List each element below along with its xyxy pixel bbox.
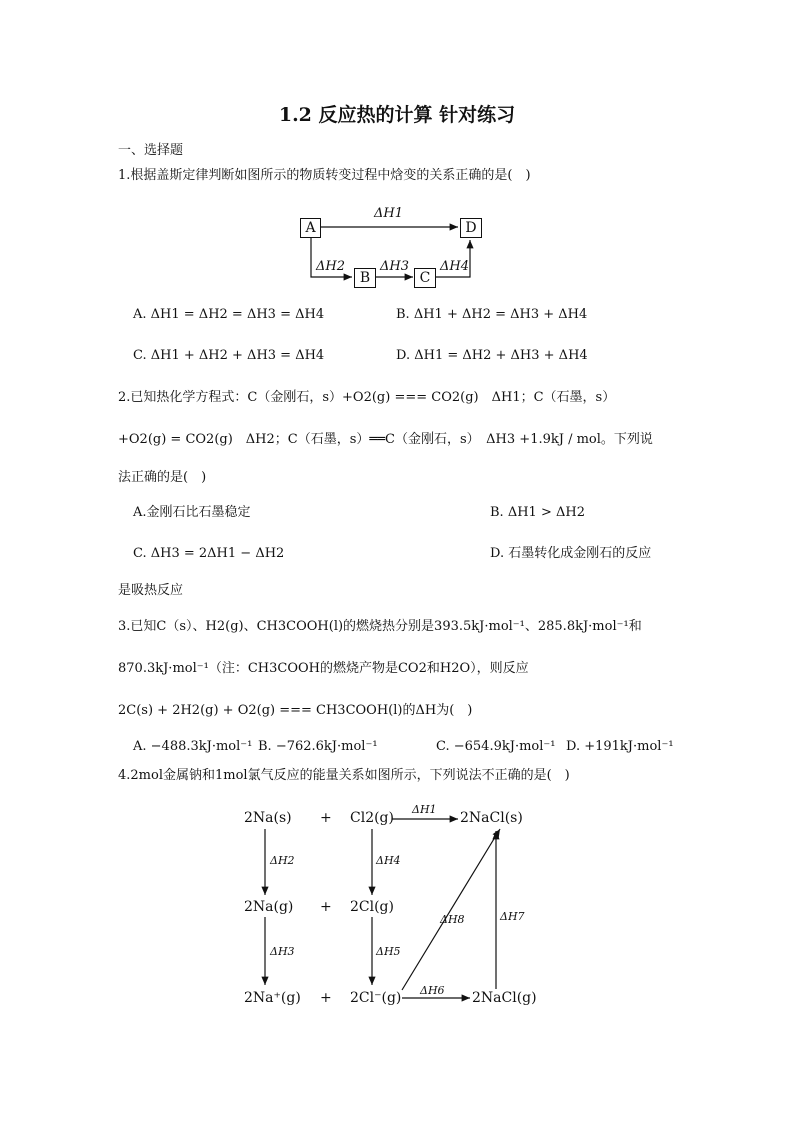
- species-2cl-g: 2Cl(g): [350, 899, 394, 915]
- q1-option-b[interactable]: B. ΔH1 + ΔH2 = ΔH3 + ΔH4: [396, 307, 588, 322]
- q2-option-c[interactable]: C. ΔH3 = 2ΔH1 − ΔH2: [133, 546, 285, 561]
- label-h3: ΔH3: [380, 259, 409, 274]
- species-2nacl-s: 2NaCl(s): [460, 810, 523, 826]
- label-dh8: ΔH8: [440, 913, 465, 926]
- q1-stem: 1.根据盖斯定律判断如图所示的物质转变过程中焓变的关系正确的是( ): [118, 168, 531, 183]
- label-dh4: ΔH4: [376, 854, 401, 867]
- plus-sign-3: +: [320, 990, 332, 1006]
- q2-stem-line3: 法正确的是( ): [118, 470, 207, 485]
- q2-option-d-continued: 是吸热反应: [118, 583, 184, 598]
- label-dh3: ΔH3: [270, 945, 295, 958]
- species-2nacl-g: 2NaCl(g): [472, 990, 537, 1006]
- q2-option-b[interactable]: B. ΔH1 > ΔH2: [490, 505, 585, 520]
- species-cl2-g: Cl2(g): [350, 810, 394, 826]
- q3-option-d[interactable]: D. +191kJ·mol⁻¹: [566, 739, 674, 754]
- plus-sign-1: +: [320, 810, 332, 826]
- label-dh6: ΔH6: [420, 984, 445, 997]
- q2-stem-line2: +O2(g) = CO2(g) ΔH2；C（石墨，s）══C（金刚石，s） ΔH3 +1.9kJ / mol。下列说: [118, 432, 653, 447]
- node-b: B: [354, 268, 376, 288]
- q3-stem-line2: 870.3kJ·mol⁻¹（注：CH3COOH的燃烧产物是CO2和H2O），则反应: [118, 661, 529, 676]
- label-dh7: ΔH7: [500, 910, 525, 923]
- species-2na-ion: 2Na⁺(g): [244, 990, 301, 1006]
- q4-stem: 4.2mol金属钠和1mol氯气反应的能量关系如图所示，下列说法不正确的是( ): [118, 768, 570, 783]
- q3-option-c[interactable]: C. −654.9kJ·mol⁻¹: [436, 739, 556, 754]
- q3-stem-line1: 3.已知C（s）、H2(g)、CH3COOH(l)的燃烧热分别是393.5kJ·mol⁻¹、285.8kJ·mol⁻¹和: [118, 619, 642, 634]
- q3-option-a[interactable]: A. −488.3kJ·mol⁻¹: [133, 739, 253, 754]
- label-dh5: ΔH5: [376, 945, 401, 958]
- q3-option-b[interactable]: B. −762.6kJ·mol⁻¹: [258, 739, 378, 754]
- species-2na-g: 2Na(g): [244, 899, 294, 915]
- page-title: 1.2 反应热的计算 针对练习: [278, 104, 516, 126]
- q2-option-d[interactable]: D. 石墨转化成金刚石的反应: [490, 546, 652, 561]
- q1-option-d[interactable]: D. ΔH1 = ΔH2 + ΔH3 + ΔH4: [396, 348, 588, 363]
- species-2cl-ion: 2Cl⁻(g): [350, 990, 402, 1006]
- node-c: C: [414, 268, 436, 288]
- label-dh2: ΔH2: [270, 854, 295, 867]
- q1-option-c[interactable]: C. ΔH1 + ΔH2 + ΔH3 = ΔH4: [133, 348, 325, 363]
- q3-stem-line3: 2C(s) + 2H2(g) + O2(g) === CH3COOH(l)的ΔH为( ): [118, 703, 473, 718]
- label-h1: ΔH1: [374, 206, 403, 221]
- species-2na-s: 2Na(s): [244, 810, 292, 826]
- q2-stem-line1: 2.已知热化学方程式：C（金刚石，s）+O2(g) === CO2(g) ΔH1；C（石墨，s）: [118, 390, 616, 405]
- q1-option-a[interactable]: A. ΔH1 = ΔH2 = ΔH3 = ΔH4: [133, 307, 325, 322]
- plus-sign-2: +: [320, 899, 332, 915]
- label-h4: ΔH4: [440, 259, 469, 274]
- node-a: A: [300, 218, 321, 238]
- label-h2: ΔH2: [316, 259, 345, 274]
- label-dh1: ΔH1: [412, 803, 437, 816]
- node-d: D: [460, 218, 482, 238]
- q2-option-a[interactable]: A.金刚石比石墨稳定: [133, 505, 251, 520]
- section-heading: 一、选择题: [118, 143, 184, 158]
